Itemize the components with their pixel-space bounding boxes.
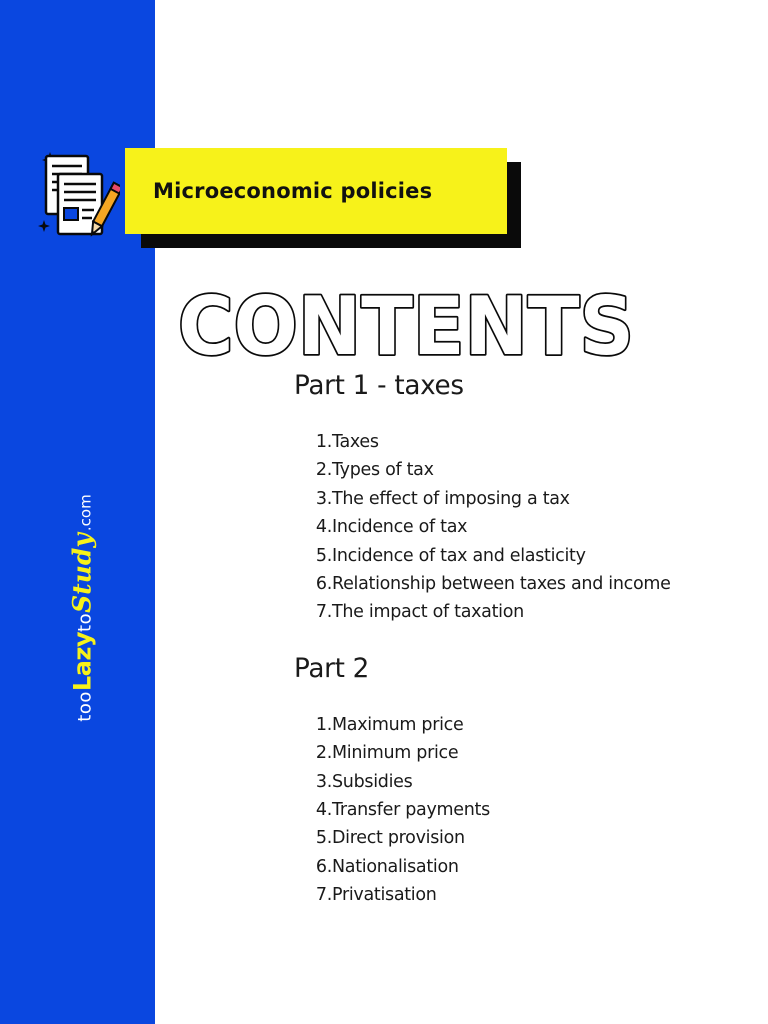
list-item: [294, 570, 734, 598]
item-number: 5.: [315, 828, 332, 849]
item-number: 7.: [315, 602, 332, 623]
list-item: [294, 739, 734, 767]
document-icon: [36, 150, 120, 242]
list-item: [294, 796, 734, 824]
brand-study: Study: [67, 533, 97, 613]
item-number: 6.: [315, 856, 332, 877]
list-item: [294, 513, 734, 541]
title-banner: [125, 148, 507, 234]
section-list: [294, 711, 734, 910]
item-number: 3.: [315, 488, 332, 509]
item-text: Privatisation: [332, 885, 437, 906]
item-text: Minimum price: [332, 743, 459, 764]
item-number: 7.: [315, 885, 332, 906]
item-text: Incidence of tax: [332, 517, 468, 538]
item-number: 6.: [315, 573, 332, 594]
item-text: The effect of imposing a tax: [332, 488, 570, 509]
item-number: 1.: [315, 714, 332, 735]
contents-heading-text: CONTENTS: [178, 280, 634, 368]
item-text: Direct provision: [332, 828, 465, 849]
list-item: [294, 881, 734, 909]
list-item: [294, 824, 734, 852]
item-number: 1.: [315, 432, 332, 452]
section-title: Part 1 - taxes: [294, 371, 464, 401]
list-item: [294, 768, 734, 796]
item-number: 2.: [315, 743, 332, 764]
item-text: Incidence of tax and elasticity: [332, 545, 586, 566]
brand-logo: [67, 494, 97, 722]
item-text: Types of tax: [332, 460, 434, 481]
brand-dotcom: .com: [76, 494, 95, 532]
list-item: [294, 542, 734, 570]
list-item: [294, 711, 734, 739]
section-part-1: [294, 372, 734, 627]
item-text: Transfer payments: [332, 799, 490, 820]
contents-heading: [178, 278, 648, 368]
list-item: [294, 456, 734, 484]
item-number: 2.: [315, 460, 332, 481]
item-text: Maximum price: [332, 714, 464, 735]
item-number: 4.: [315, 517, 332, 538]
item-number: 3.: [315, 771, 332, 792]
item-text: Subsidies: [332, 771, 413, 792]
table-of-contents: [294, 372, 734, 937]
item-number: 4.: [315, 799, 332, 820]
item-text: Nationalisation: [332, 856, 459, 877]
section-list: [294, 428, 734, 627]
brand-too: too: [74, 691, 96, 722]
item-number: 5.: [315, 545, 332, 566]
list-item: [294, 853, 734, 881]
item-text: The impact of taxation: [332, 602, 524, 623]
brand-lazy: Lazy: [68, 631, 97, 692]
item-text: Relationship between taxes and income: [332, 573, 671, 594]
section-title: Part 2: [294, 653, 370, 684]
list-item: [294, 428, 734, 456]
brand-to: to: [74, 612, 96, 632]
item-text: Taxes: [332, 432, 379, 452]
list-item: [294, 485, 734, 513]
section-part-2: [294, 655, 734, 910]
document-title: Microeconomic policies: [153, 179, 433, 203]
list-item: [294, 598, 734, 626]
